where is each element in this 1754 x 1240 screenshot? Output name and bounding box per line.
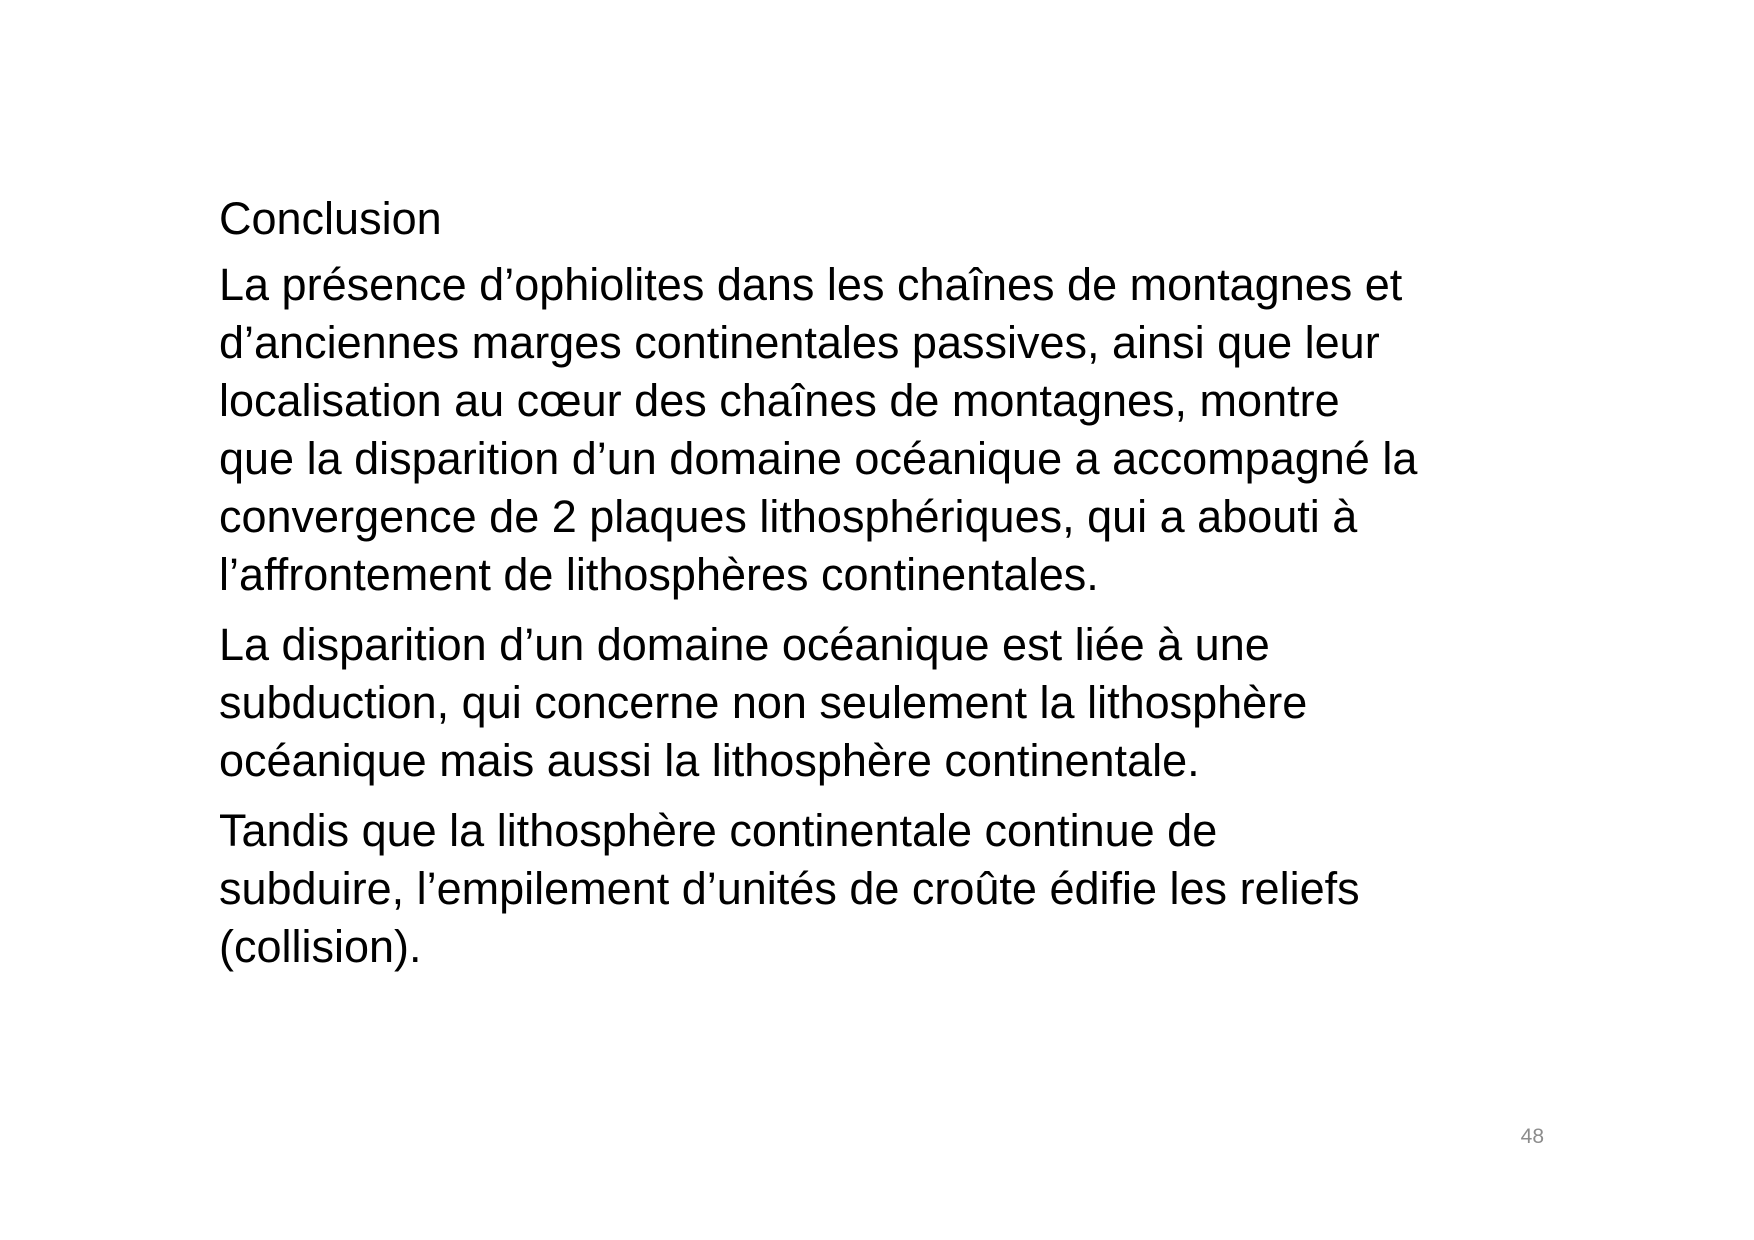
text-line: océanique mais aussi la lithosphère continentale. xyxy=(219,735,1200,786)
paragraph-1 xyxy=(219,256,1599,604)
text-line: que la disparition d’un domaine océanique a accompagné la xyxy=(219,433,1418,484)
paragraph-3 xyxy=(219,802,1599,976)
text-line: La disparition d’un domaine océanique est liée à une xyxy=(219,619,1270,670)
slide-content xyxy=(219,190,1599,988)
text-line: Tandis que la lithosphère continentale continue de xyxy=(219,805,1218,856)
text-line: subduction, qui concerne non seulement la lithosphère xyxy=(219,677,1308,728)
text-line: l’affrontement de lithosphères continentales. xyxy=(219,549,1099,600)
text-line: d’anciennes marges continentales passives, ainsi que leur xyxy=(219,317,1380,368)
text-line: convergence de 2 plaques lithosphériques, qui a abouti à xyxy=(219,491,1358,542)
page-number: 48 xyxy=(1520,1125,1544,1148)
paragraph-2 xyxy=(219,616,1599,790)
text-line: La présence d’ophiolites dans les chaînes de montagnes et xyxy=(219,259,1403,310)
slide-heading: Conclusion xyxy=(219,193,442,244)
text-line: localisation au cœur des chaînes de montagnes, montre xyxy=(219,375,1340,426)
text-line: (collision). xyxy=(219,921,422,972)
text-line: subduire, l’empilement d’unités de croûte édifie les reliefs xyxy=(219,863,1360,914)
